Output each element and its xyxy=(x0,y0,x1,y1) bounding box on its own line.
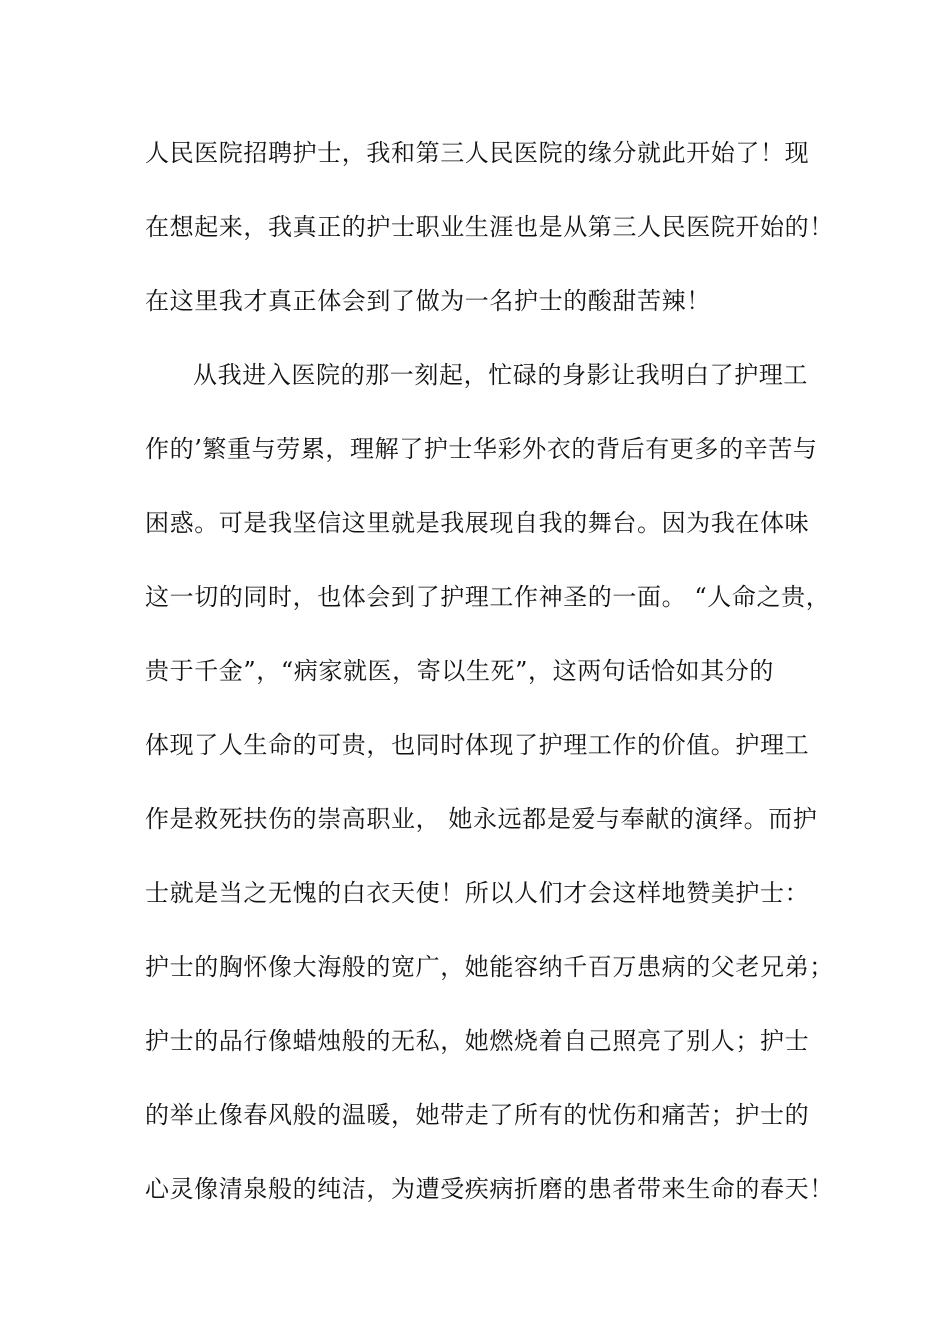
text-line: 这一切的同时，也体会到了护理工作神圣的一面。 “人命之贵， xyxy=(145,583,831,611)
text-line: 体现了人生命的可贵，也同时体现了护理工作的价值。护理工 xyxy=(145,731,810,759)
body-text xyxy=(145,127,835,1237)
text-line: 困惑。可是我坚信这里就是我展现自我的舞台。因为我在体味 xyxy=(145,509,810,537)
text-line: 护士的胸怀像大海般的宽广，她能容纳千百万患病的父老兄弟； xyxy=(145,953,834,981)
text-line: 作的’繁重与劳累，理解了护士华彩外衣的背后有更多的辛苦与 xyxy=(145,435,818,463)
text-line: 贵于千金”，“病家就医，寄以生死”，这两句话恰如其分的 xyxy=(145,657,775,685)
text-line: 心灵像清泉般的纯洁，为遭受疾病折磨的患者带来生命的春天！ xyxy=(145,1175,834,1203)
text-line: 士就是当之无愧的白衣天使！所以人们才会这样地赞美护士： xyxy=(145,879,810,907)
text-line: 的举止像春风般的温暖，她带走了所有的忧伤和痛苦；护士的 xyxy=(145,1101,810,1129)
paragraph-first-line: 从我进入医院的那一刻起，忙碌的身影让我明白了护理工 xyxy=(193,361,808,389)
text-line: 作是救死扶伤的崇高职业， 她永远都是爱与奉献的演绎。而护 xyxy=(145,805,818,833)
text-line: 护士的品行像蜡烛般的无私，她燃烧着自己照亮了别人；护士 xyxy=(145,1027,810,1055)
text-line: 在这里我才真正体会到了做为一名护士的酸甜苦辣！ xyxy=(145,287,711,315)
text-line: 人民医院招聘护士，我和第三人民医院的缘分就此开始了！现 xyxy=(145,139,810,167)
text-line: 在想起来，我真正的护士职业生涯也是从第三人民医院开始的！ xyxy=(145,213,834,241)
